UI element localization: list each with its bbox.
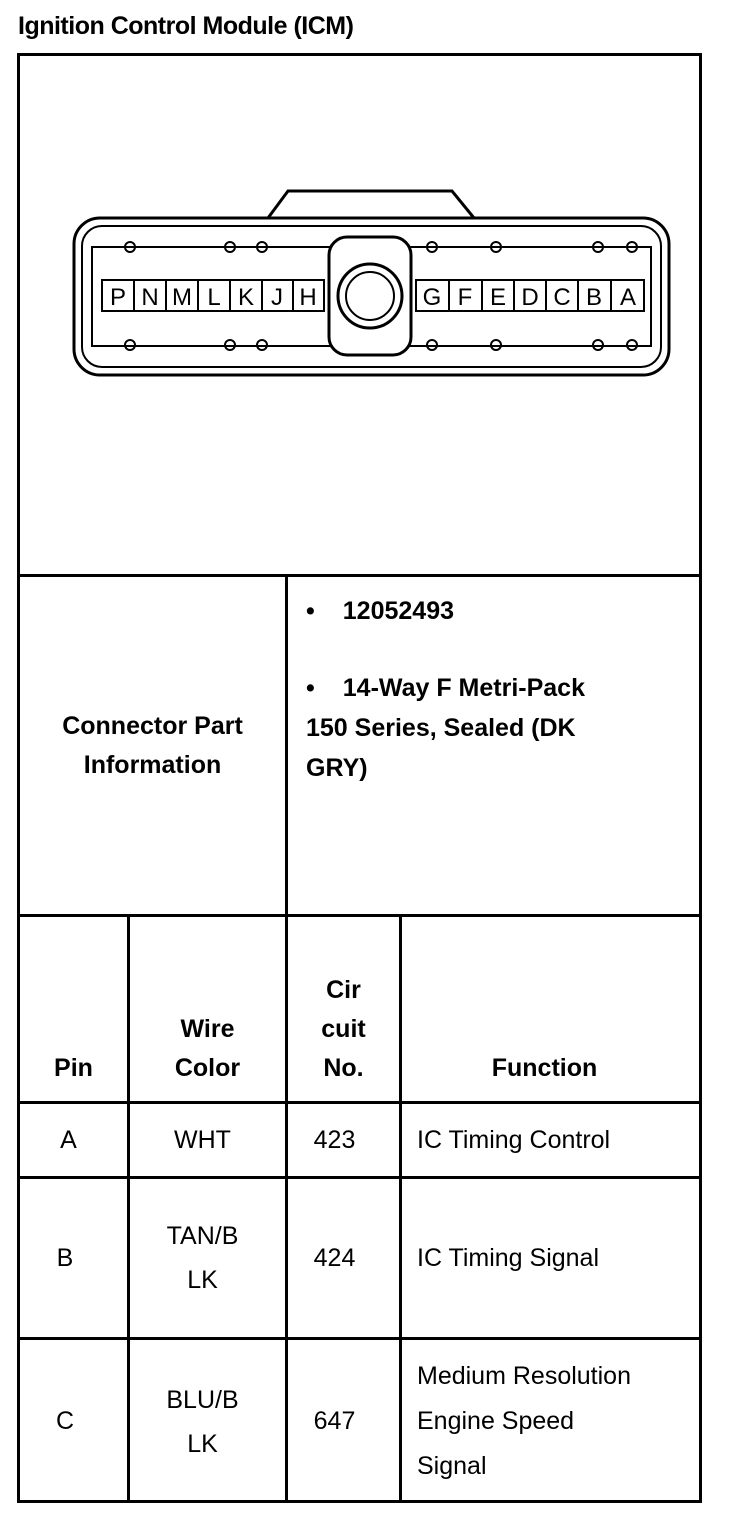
pin-label-g: G: [422, 284, 442, 311]
header-function-text: Function: [491, 1054, 598, 1082]
part-info-label-line: Information: [83, 751, 222, 779]
table-cell-wire: [130, 1179, 275, 1337]
pin-label-d: D: [521, 284, 539, 311]
header-circuit-no: [288, 971, 399, 1088]
cell-text: TAN/B: [166, 1222, 239, 1250]
table-cell-pin: [20, 1340, 110, 1503]
pin-label-l: L: [207, 284, 221, 311]
header-function: [402, 1049, 687, 1088]
header-pin-text: Pin: [54, 1054, 93, 1082]
table-cell-circuit: [288, 1104, 381, 1176]
cell-text: A: [60, 1125, 77, 1154]
header-text-line: cuit: [321, 1015, 366, 1043]
divider: [399, 914, 402, 1503]
part-info-label: [20, 707, 285, 785]
cell-text: BLU/B: [166, 1385, 239, 1414]
pin-label-a: A: [619, 284, 637, 311]
part-description-line: GRY): [306, 754, 368, 782]
part-number-line: [306, 591, 454, 631]
pin-label-p: P: [109, 284, 127, 311]
cell-text: B: [56, 1243, 74, 1272]
header-text-line: Color: [174, 1054, 241, 1082]
part-description: [306, 668, 585, 788]
bullet-icon: •: [306, 674, 315, 702]
connector-face-diagram: [70, 185, 675, 385]
table-cell-pin: [20, 1179, 110, 1337]
pin-label-k: K: [237, 284, 255, 311]
part-description-line: 150 Series, Sealed (DK: [306, 714, 576, 742]
cell-text: C: [55, 1407, 75, 1435]
cell-text: 647: [313, 1407, 356, 1435]
header-wire-color: [130, 1010, 285, 1088]
table-cell-wire: [130, 1104, 275, 1176]
pin-label-n: N: [141, 284, 159, 311]
pin-label-c: C: [553, 284, 571, 311]
pin-label-m: M: [172, 284, 192, 311]
pin-label-h: H: [299, 284, 317, 311]
part-info-label-line: Connector Part: [62, 712, 243, 740]
cell-text: 424: [313, 1243, 356, 1272]
pin-label-f: F: [457, 284, 473, 311]
cell-text: IC Timing Control: [417, 1125, 611, 1154]
page-title: Ignition Control Module (ICM): [18, 12, 354, 40]
table-cell-circuit: [288, 1340, 381, 1503]
table-cell-circuit: [288, 1179, 381, 1337]
pin-label-e: E: [489, 284, 507, 311]
header-text-line: No.: [323, 1054, 364, 1082]
header-text-line: Cir: [326, 976, 361, 1004]
cell-text: Medium Resolution: [417, 1362, 631, 1390]
part-number: 12052493: [342, 597, 454, 625]
header-pin: [20, 1049, 127, 1088]
cell-text: Signal: [417, 1452, 487, 1480]
table-cell-function: [417, 1179, 697, 1337]
pin-label-j: J: [271, 284, 283, 311]
header-text-line: Wire: [180, 1015, 235, 1043]
table-cell-wire: [130, 1340, 275, 1503]
cell-text: WHT: [174, 1125, 231, 1154]
part-description-line: • 14-Way F Metri-Pack: [306, 674, 585, 702]
divider: [17, 914, 702, 917]
cell-text: 423: [313, 1125, 356, 1154]
table-cell-pin: [20, 1104, 117, 1176]
bullet-icon: •: [306, 597, 315, 625]
cell-text: Engine Speed: [417, 1407, 575, 1435]
table-cell-function: [417, 1104, 697, 1176]
divider: [17, 574, 702, 577]
table-cell-function: [417, 1340, 697, 1503]
pin-label-b: B: [585, 284, 603, 311]
cell-text: IC Timing Signal: [417, 1243, 600, 1272]
cell-text: LK: [187, 1429, 218, 1458]
cell-text: LK: [187, 1266, 218, 1294]
